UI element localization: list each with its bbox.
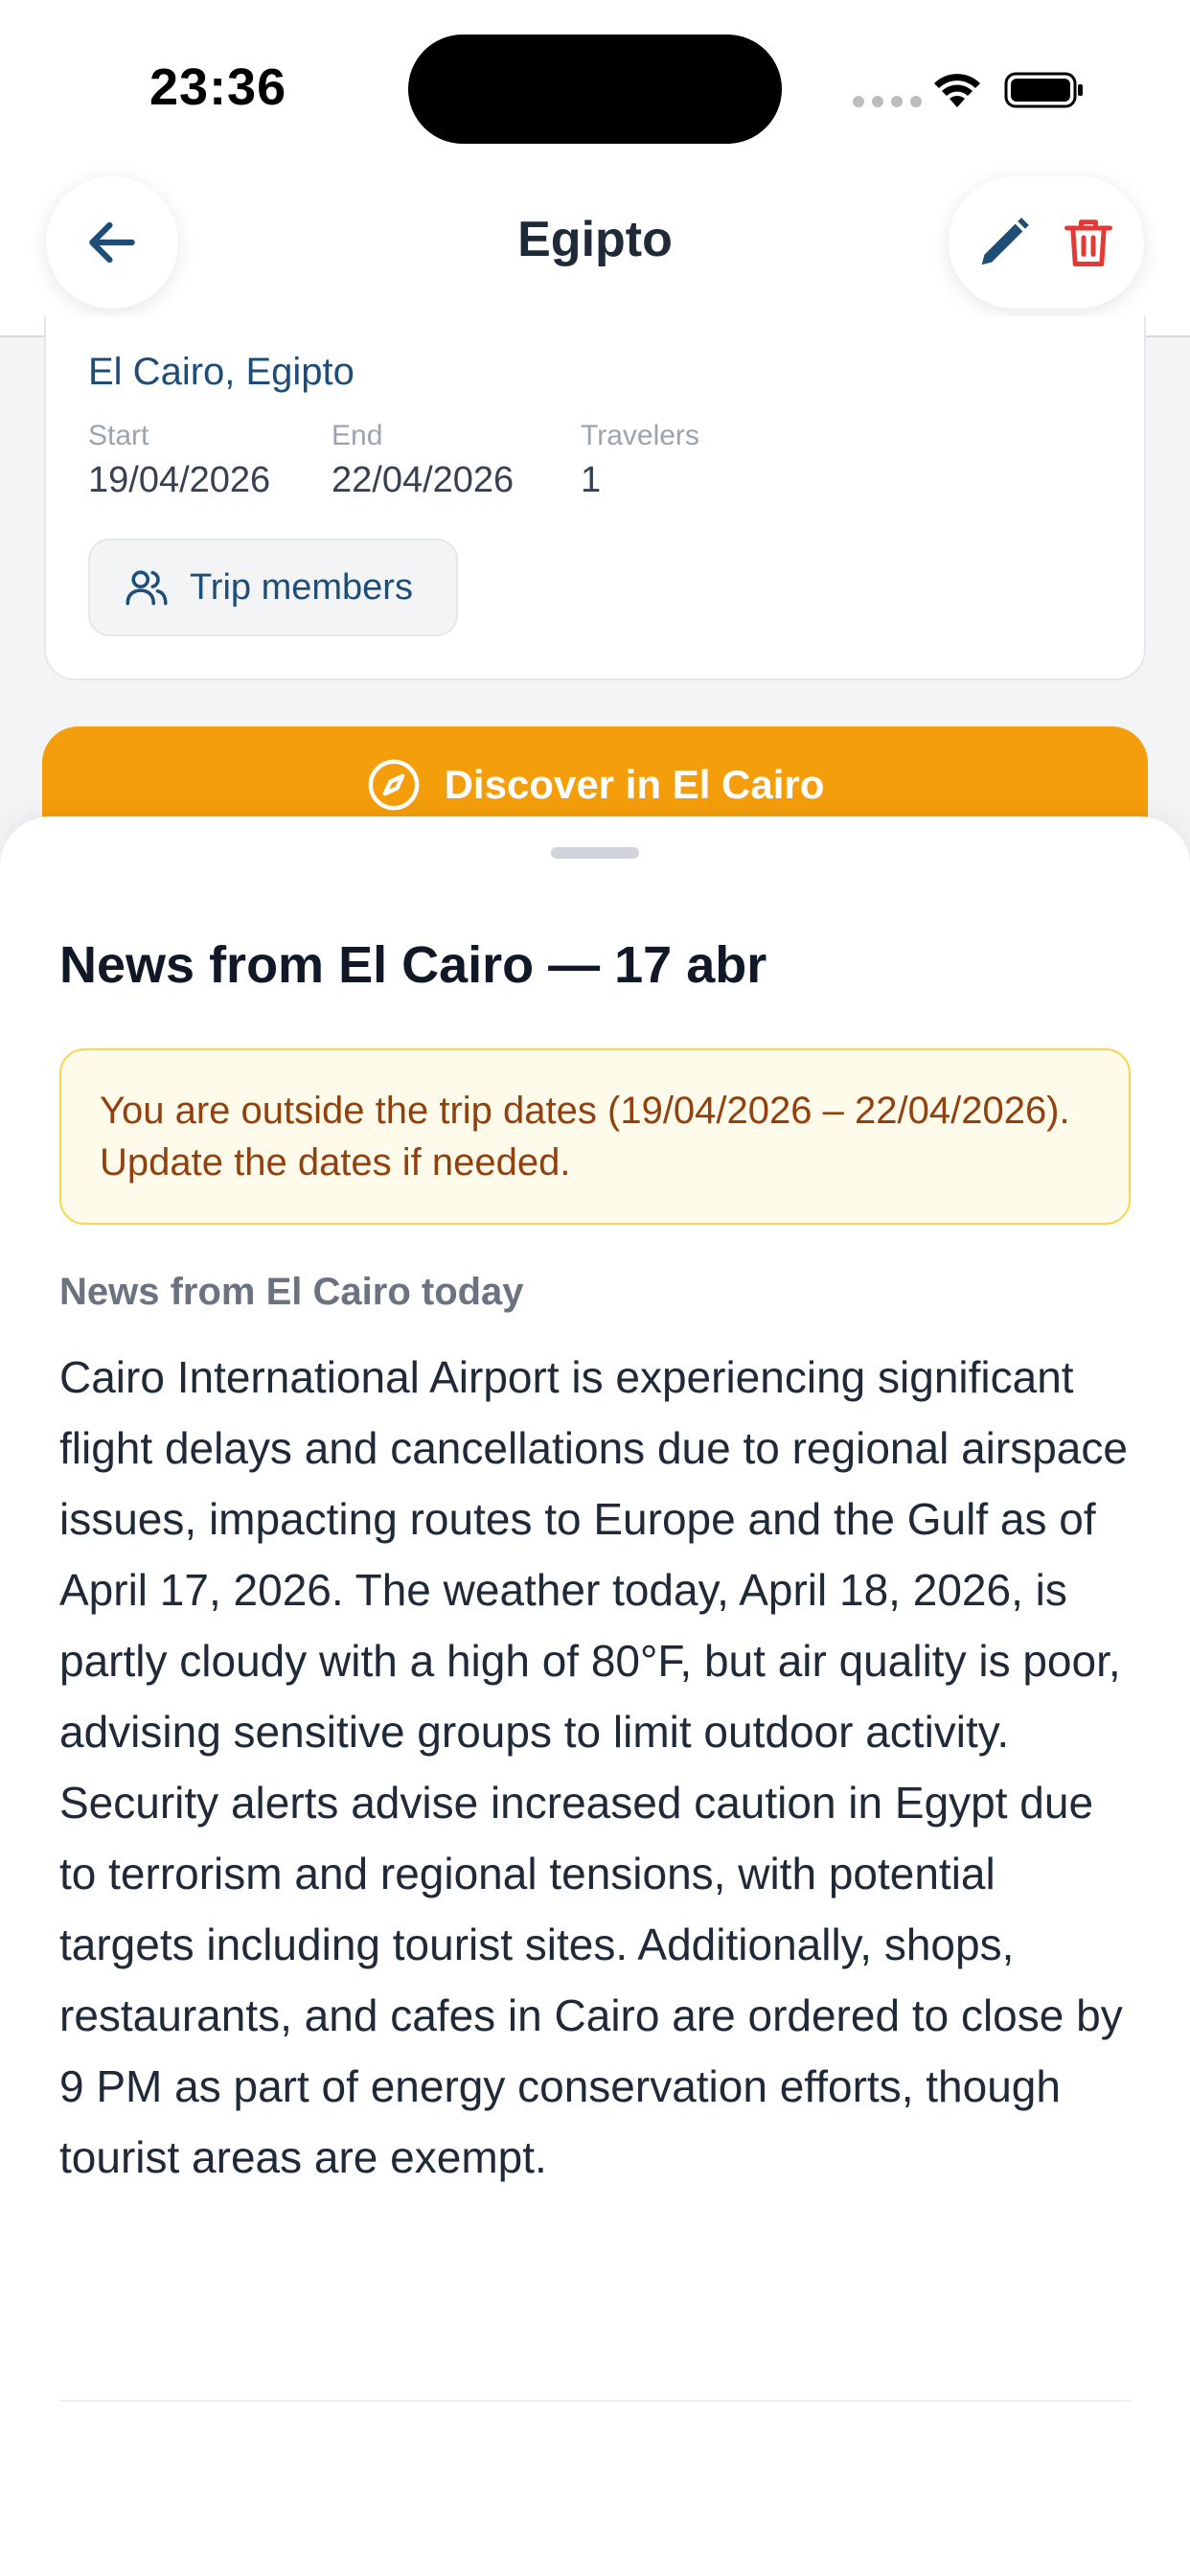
date-warning-banner: You are outside the trip dates (19/04/2026 – 22/04/2026). Update the dates if needed. — [59, 1048, 1131, 1225]
trip-location: El Cairo, Egipto — [88, 351, 355, 393]
page-title: Egipto — [517, 212, 673, 267]
edit-button[interactable] — [970, 208, 1039, 277]
discover-label: Discover in El Cairo — [444, 762, 825, 807]
trip-travelers — [581, 420, 699, 501]
trash-icon — [1060, 214, 1117, 271]
end-label: End — [332, 420, 383, 451]
cellular-signal-icon — [853, 96, 922, 107]
dynamic-island — [408, 34, 782, 144]
trip-start — [88, 420, 270, 501]
end-value: 22/04/2026 — [332, 460, 515, 500]
battery-icon — [1004, 71, 1085, 109]
compass-icon — [366, 757, 422, 813]
pencil-icon — [974, 213, 1034, 272]
users-icon — [123, 564, 171, 611]
travelers-label: Travelers — [581, 420, 699, 451]
sheet-title: News from El Cairo — 17 abr — [59, 936, 767, 994]
trip-members-button[interactable] — [88, 539, 458, 636]
wifi-icon — [931, 69, 983, 109]
news-subtitle: News from El Cairo today — [59, 1271, 524, 1313]
news-body-text: Cairo International Airport is experiencing significant flight delays and cancellations due to regional airspace issues, impacting routes to Europe and the Gulf as of April 17, 2026. The weather today, April 18, 2026, is partly cloudy with a high of 80°F, but air quality is poor, advising sensitive groups to limit outdoor activity. Security alerts advise increased caution in Egypt due to terrorism and regional tensions, with potential targets including tourist sites. Additionally, shops, restaurants, and cafes in Cairo are ordered to close by 9 PM as part of energy conservation efforts, though tourist areas are exempt. — [59, 1352, 1128, 2182]
trip-summary-card — [44, 316, 1146, 680]
trip-end — [332, 420, 514, 501]
travelers-value: 1 — [581, 460, 602, 500]
status-bar — [0, 0, 1190, 172]
header-actions — [949, 176, 1144, 309]
start-value: 19/04/2026 — [88, 460, 271, 500]
divider — [59, 2400, 1131, 2402]
start-label: Start — [88, 420, 149, 451]
news-bottom-sheet — [0, 816, 1190, 2576]
status-time: 23:36 — [149, 58, 287, 116]
top-navigation-bar — [0, 172, 1190, 337]
sheet-drag-handle[interactable] — [551, 847, 639, 859]
trip-members-label: Trip members — [190, 566, 413, 608]
delete-button[interactable] — [1054, 208, 1123, 277]
